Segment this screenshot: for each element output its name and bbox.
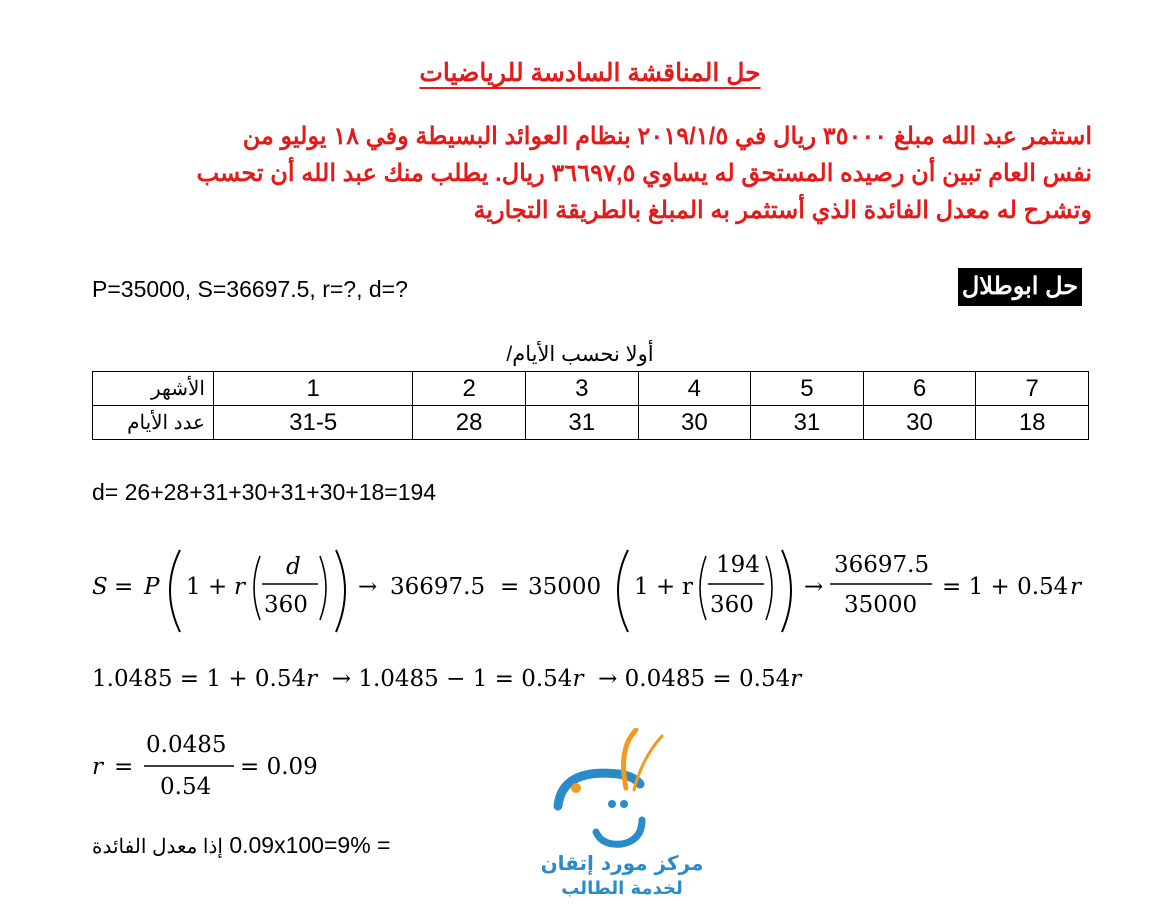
fraction-den: 35000	[844, 592, 918, 618]
formula-eq: =	[114, 574, 134, 600]
interest-formula	[92, 542, 1102, 637]
simplify-r: r	[790, 666, 802, 692]
formula-S: S	[92, 574, 108, 600]
rate-equation	[92, 728, 352, 808]
simplify-r: r	[306, 666, 318, 692]
problem-line: نفس العام تبين أن رصيده المستحق له يساوي ٣٦٦٩٧,٥ ريال. يطلب منك عبد الله أن تحسب	[196, 160, 1092, 187]
days-note: أولا نحسب الأيام/	[506, 343, 654, 366]
final-arabic: إذا معدل الفائدة	[92, 836, 223, 858]
months-row	[93, 372, 1089, 406]
day-cell: 31	[751, 406, 864, 440]
simplify-part-c: → 0.0485 = 0.54	[598, 666, 791, 692]
days-table	[92, 371, 1089, 440]
month-cell: 7	[976, 372, 1089, 406]
rate-r: r	[92, 754, 103, 780]
formula-S-val: 36697.5	[390, 574, 486, 600]
paren-right-2	[766, 556, 772, 620]
paren-right	[320, 556, 326, 620]
paren-left-2	[700, 556, 706, 620]
formula-one-plus-2: 1 +	[634, 574, 676, 600]
simplify-part-a: 1.0485 = 1 + 0.54	[92, 666, 307, 692]
month-cell: 1	[214, 372, 413, 406]
logo-dot	[571, 783, 581, 793]
rate-eq: =	[114, 754, 134, 780]
formula-r-2: r	[682, 574, 693, 600]
day-cell: 18	[976, 406, 1089, 440]
big-paren-right	[336, 550, 345, 632]
formula-194: 194	[716, 552, 760, 578]
big-paren-left-2	[618, 550, 628, 632]
formula-r: r	[234, 574, 245, 600]
month-cell: 6	[863, 372, 976, 406]
itqan-logo	[522, 728, 722, 903]
formula-eq-2: =	[500, 574, 520, 600]
month-cell: 3	[525, 372, 638, 406]
month-cell: 2	[413, 372, 526, 406]
month-cell: 5	[751, 372, 864, 406]
days-label: عدد الأيام	[93, 406, 214, 440]
logo-letter	[596, 820, 642, 844]
rate-den: 0.54	[160, 774, 212, 800]
fraction-num: 36697.5	[834, 552, 930, 578]
day-cell: 30	[638, 406, 751, 440]
formula-result: = 1 + 0.54	[942, 574, 1069, 600]
logo-dot	[620, 800, 628, 808]
formula-r-result: r	[1070, 574, 1081, 600]
formula-one-plus: 1 +	[186, 574, 228, 600]
arrow-2: →	[804, 574, 824, 600]
logo-dot	[608, 800, 616, 808]
formula-360: 360	[264, 592, 308, 618]
days-row	[93, 406, 1089, 440]
month-cell: 4	[638, 372, 751, 406]
final-answer	[92, 832, 390, 859]
days-sum: d= 26+28+31+30+31+30+18=194	[92, 479, 437, 505]
formula-360-2: 360	[710, 592, 754, 618]
months-label: الأشهر	[93, 372, 214, 406]
big-paren-left	[170, 550, 180, 632]
problem-statement	[110, 118, 1092, 229]
simplify-r: r	[572, 666, 584, 692]
arrow-1: →	[358, 574, 378, 600]
simplify-part-b: → 1.0485 − 1 = 0.54	[331, 666, 573, 692]
rate-result: = 0.09	[240, 754, 318, 780]
formula-P-val: 35000	[528, 574, 602, 600]
problem-line: استثمر عبد الله مبلغ ٣٥٠٠٠ ريال في ٢٠١٩/١/٥ بنظام العوائد البسيطة وفي ١٨ يوليو من	[242, 123, 1092, 150]
final-value: 0.09x100=9% =	[229, 832, 391, 858]
day-cell: 30	[863, 406, 976, 440]
logo-line1: مركز مورد إتقان	[540, 851, 704, 875]
problem-line: وتشرح له معدل الفائدة الذي أستثمر به المبلغ بالطريقة التجارية	[473, 197, 1092, 224]
day-cell: 31-5	[214, 406, 413, 440]
day-cell: 31	[525, 406, 638, 440]
formula-P: P	[144, 574, 160, 600]
solver-label: حل ابوطلال	[958, 268, 1082, 306]
formula-d: d	[286, 554, 301, 580]
given-values: P=35000, S=36697.5, r=?, d=?	[92, 276, 408, 302]
simplify-line	[92, 666, 801, 692]
paren-left	[254, 556, 260, 620]
day-cell: 28	[413, 406, 526, 440]
logo-line2: لخدمة الطالب	[561, 878, 683, 899]
page-title: حل المناقشة السادسة للرياضيات	[419, 59, 761, 87]
rate-num: 0.0485	[146, 732, 227, 758]
big-paren-right-2	[782, 550, 791, 632]
